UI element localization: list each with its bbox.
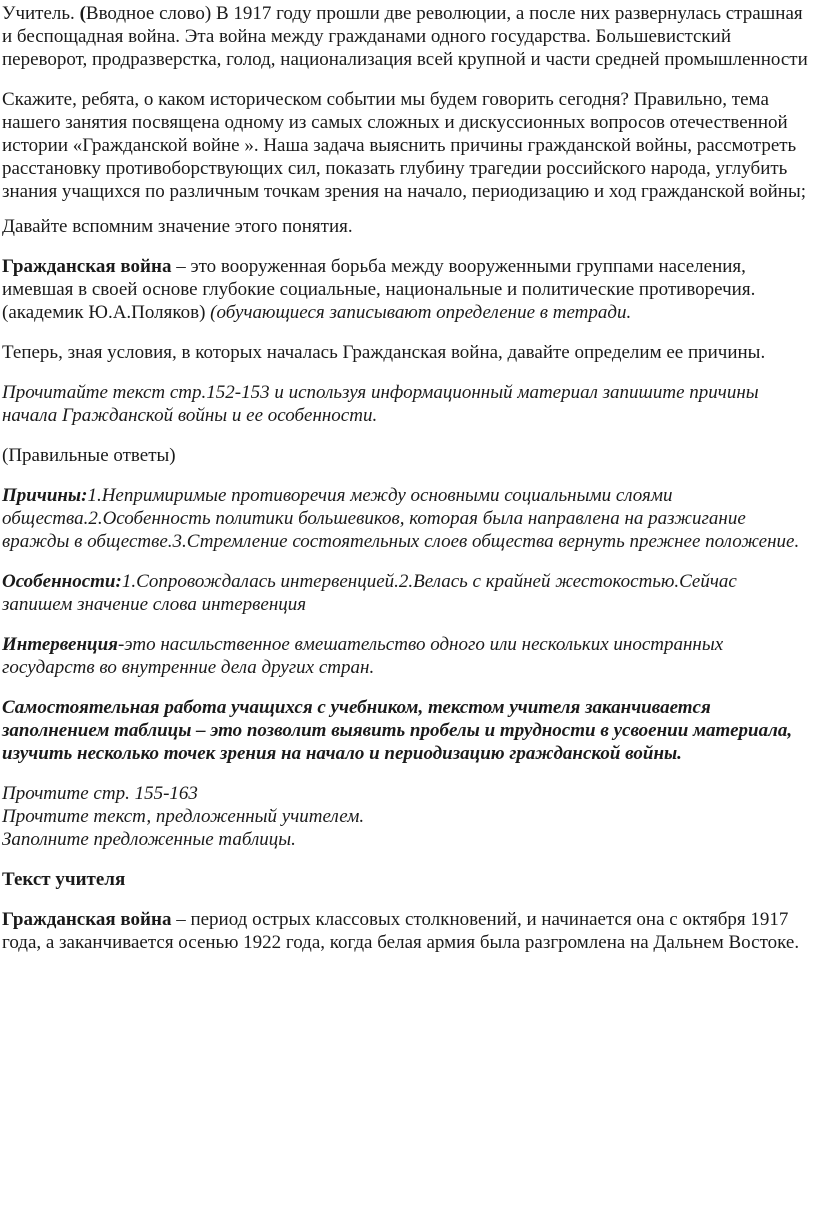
independent-work-paragraph: Самостоятельная работа учащихся с учебником, текстом учителя заканчивается заполнением таблицы – это позволит выявить пробелы и трудности в усвоении материала, изучить несколько точек зрения на начало и периодизацию гражданской войны. bbox=[2, 697, 793, 764]
definition-term: Гражданская война bbox=[2, 256, 172, 277]
reading-task: Прочитайте текст стр.152-153 и используя информационный материал запишите причины начала Гражданской войны и ее особенности. bbox=[2, 382, 759, 426]
features-text: 1.Сопровождалась интервенцией.2.Велась с крайней жестокостью.Сейчас запишем значение слова интервенция bbox=[2, 571, 737, 615]
intervention-text: -это насильственное вмешательство одного или нескольких иностранных государств во внутренние дела других стран. bbox=[2, 634, 724, 678]
period-term: Гражданская война bbox=[2, 909, 172, 930]
causes-prompt: Теперь, зная условия, в которых началась Гражданская война, давайте определим ее причины. bbox=[2, 342, 766, 363]
features-paragraph bbox=[2, 570, 810, 616]
civil-war-period-paragraph bbox=[2, 908, 810, 954]
causes-paragraph bbox=[2, 484, 810, 553]
intro-paragraph bbox=[2, 2, 810, 71]
instruction-line-2: Прочтите текст, предложенный учителем. bbox=[2, 806, 365, 827]
recall-paragraph: Давайте вспомним значение этого понятия. bbox=[2, 216, 353, 237]
topic-paragraph: Скажите, ребята, о каком историческом событии мы будем говорить сегодня? Правильно, тема нашего занятия посвящена одному из самых сложных и дискуссионных вопросов отечественной истории «Гражданской войне ». Наша задача выяснить причины гражданской войны, рассмотреть расстановку противоборствующих сил, показать глубину трагедии российского народа, углубить знания учащихся по различным точкам зрения на начало, периодизацию и ход гражданской войны; bbox=[2, 89, 807, 202]
definition-text: – это вооруженная борьба между вооруженными группами населения, имевшая в своей основе глубокие социальные, национальные и политические противоречия. (академик Ю.А.Поляков) bbox=[2, 256, 756, 323]
open-paren: ( bbox=[79, 3, 86, 24]
instruction-line-1: Прочтите стр. 155-163 bbox=[2, 783, 198, 804]
instruction-line-3: Заполните предложенные таблицы. bbox=[2, 829, 296, 850]
period-text: – период острых классовых столкновений, и начинается она с октября 1917 года, а заканчивается осенью 1922 года, когда белая армия была разгромлена на Дальнем Востоке. bbox=[2, 909, 800, 953]
features-label: Особенности: bbox=[2, 571, 122, 592]
correct-answers-label: (Правильные ответы) bbox=[2, 445, 176, 466]
intervention-term: Интервенция bbox=[2, 634, 118, 655]
causes-text: 1.Непримиримые противоречия между основными социальными слоями общества.2.Особенность политики большевиков, которая была направлена на разжигание вражды в обществе.3.Стремление состоятельных слоев общества вернуть прежнее положение. bbox=[2, 485, 800, 552]
causes-label: Причины: bbox=[2, 485, 88, 506]
intervention-definition bbox=[2, 633, 810, 679]
teacher-text-heading: Текст учителя bbox=[2, 869, 126, 890]
definition-note: (обучающиеся записывают определение в тетради. bbox=[210, 302, 632, 323]
intro-text: Вводное слово) В 1917 году прошли две революции, а после них развернулась страшная и беспощадная война. Эта война между гражданами одного государства. Большевистский переворот, продразверстка, голод, национализация всей крупной и части средней промышленности bbox=[2, 3, 808, 70]
civil-war-definition bbox=[2, 255, 810, 324]
instructions-block bbox=[2, 782, 810, 851]
speaker-label: Учитель. bbox=[2, 3, 80, 24]
